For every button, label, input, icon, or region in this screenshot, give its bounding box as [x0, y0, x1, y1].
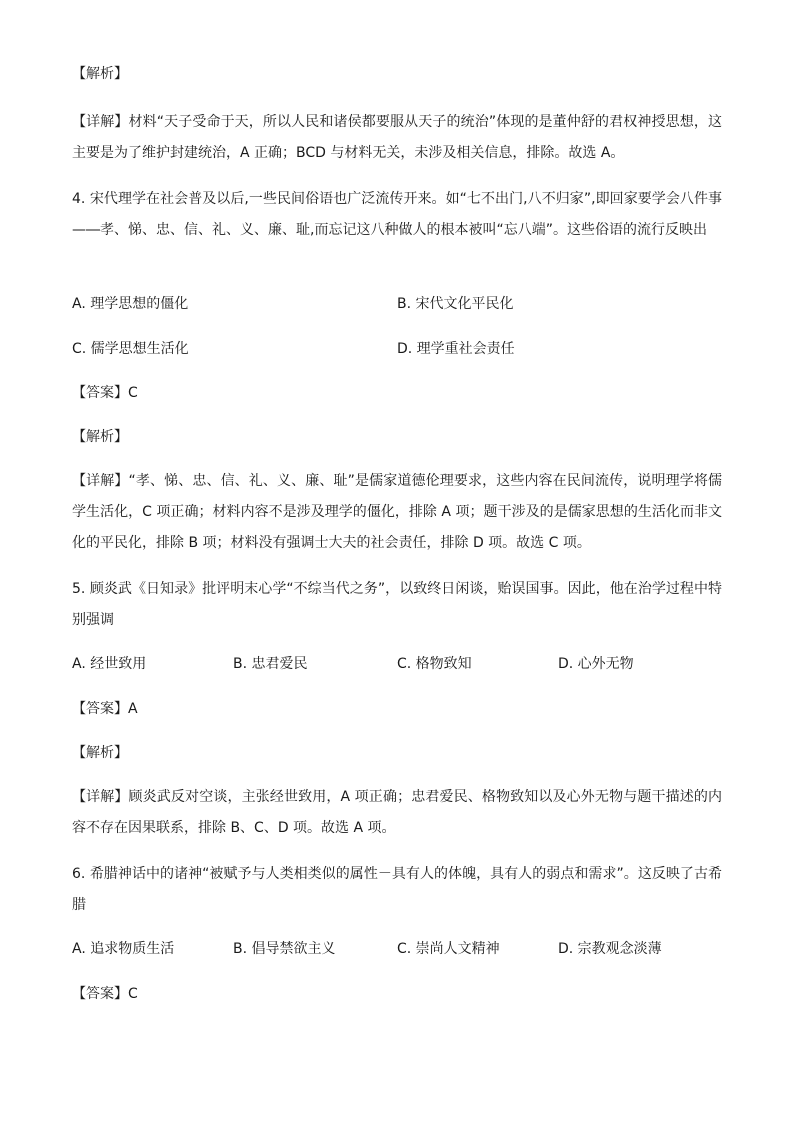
q4-stem: 4. 宋代理学在社会普及以后,一些民间俗语也广泛流传开来。如“七不出门,八不归家”,即回家要学会八件事—―孝、悌、忠、信、礼、义、廉、耻,而忘记这八种做人的根本被叫“忘八端”。这些俗语的流行反映出 — [72, 191, 722, 238]
q4-option-b: B. 宋代文化平民化 — [397, 296, 514, 312]
q3-analysis-label: 【解析】 — [72, 66, 128, 82]
q5-option-a: A. 经世致用 — [72, 656, 147, 672]
q5-detail-text: 【详解】顾炎武反对空谈，主张经世致用，A 项正确；忠君爱民、格物致知以及心外无物与题干描述的内容不存在因果联系，排除 B、C、D 项。故选 A 项。 — [72, 789, 722, 836]
q6-option-d: D. 宗教观念淡薄 — [558, 941, 662, 957]
q4-option-a: A. 理学思想的僵化 — [72, 296, 189, 312]
q5-answer: 【答案】A — [72, 701, 138, 717]
q4-answer: 【答案】C — [72, 385, 138, 401]
q5-stem: 5. 顾炎武《日知录》批评明末心学“不综当代之务”，以致终日闲谈，贻误国事。因此，他在治学过程中特别强调 — [72, 581, 722, 628]
q5-option-b: B. 忠君爱民 — [233, 656, 308, 672]
q6-option-c: C. 崇尚人文精神 — [397, 941, 500, 957]
q4-option-c: C. 儒学思想生活化 — [72, 341, 189, 357]
q4-detail-text: 【详解】“孝、悌、忠、信、礼、义、廉、耻”是儒家道德伦理要求，这些内容在民间流传，说明理学将儒学生活化，C 项正确；材料内容不是涉及理学的僵化，排除 A 项；题干涉及的是儒家思想的生活化而非文化的平民化，排除 B 项；材料没有强调士大夫的社会责任，排除 D 项。故选 C 项。 — [72, 473, 722, 551]
q5-option-c: C. 格物致知 — [397, 656, 472, 672]
q5-option-d: D. 心外无物 — [558, 656, 634, 672]
q4-option-d: D. 理学重社会责任 — [397, 341, 515, 357]
q5-analysis-label: 【解析】 — [72, 745, 128, 761]
q4-analysis-label: 【解析】 — [72, 429, 128, 445]
q6-stem: 6. 希腊神话中的诸神“被赋予与人类相类似的属性－具有人的体魄，具有人的弱点和需求”。这反映了古希腊 — [72, 866, 722, 913]
q6-option-b: B. 倡导禁欲主义 — [233, 941, 336, 957]
q6-answer: 【答案】C — [72, 986, 138, 1002]
q3-detail-text: 【详解】材料“天子受命于天，所以人民和诸侯都要服从天子的统治”体现的是董仲舒的君权神授思想，这主要是为了维护封建统治，A 正确；BCD 与材料无关，未涉及相关信息，排除。故选 A。 — [72, 114, 722, 161]
q6-option-a: A. 追求物质生活 — [72, 941, 175, 957]
